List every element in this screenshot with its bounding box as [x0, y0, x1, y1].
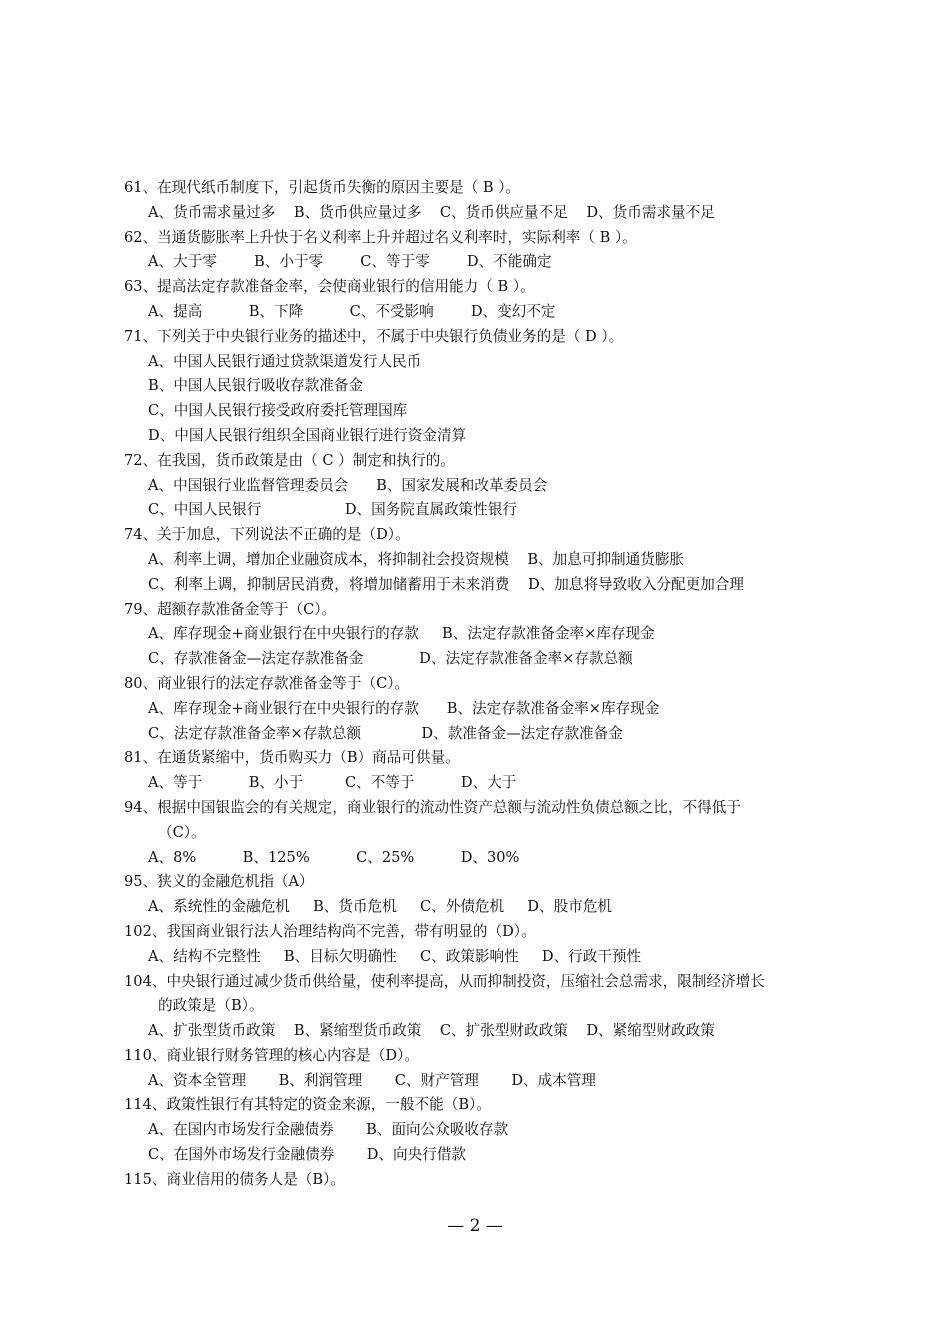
question-line: 110、商业银行财务管理的核心内容是（D）。: [124, 1046, 419, 1064]
answer-options-line: C、法定存款准备金率×存款总额 D、款准备金—法定存款准备金: [148, 724, 623, 742]
answer-options-line: A、系统性的金融危机 B、货币危机 C、外债危机 D、股市危机: [148, 898, 612, 916]
answer-options-line: A、利率上调，增加企业融资成本，将抑制社会投资规模 B、加息可抑制通货膨胀: [148, 550, 685, 568]
question-line: 95、狭义的金融危机指（A）: [124, 873, 314, 891]
question-line: 71、下列关于中央银行业务的描述中，不属于中央银行负债业务的是（ D ）。: [124, 327, 624, 345]
question-continuation-line: （C）。: [158, 823, 206, 841]
answer-options-line: C、中国人民银行 D、国务院直属政策性银行: [148, 501, 518, 519]
question-line: 94、根据中国银监会的有关规定，商业银行的流动性资产总额与流动性负债总额之比，不得低于: [124, 798, 741, 816]
question-line: 80、商业银行的法定存款准备金等于（C）。: [124, 674, 410, 692]
answer-options-line: A、结构不完整性 B、目标欠明确性 C、政策影响性 D、行政干预性: [148, 947, 642, 965]
answer-options-line: C、中国人民银行接受政府委托管理国库: [148, 402, 408, 420]
answer-options-line: A、货币需求量过多 B、货币供应量过多 C、货币供应量不足 D、货币需求量不足: [148, 203, 715, 221]
answer-options-line: A、资本全管理 B、利润管理 C、财产管理 D、成本管理: [148, 1071, 597, 1089]
question-line: 62、当通货膨胀率上升快于名义利率上升并超过名义利率时，实际利率（ B ）。: [124, 228, 637, 246]
answer-options-line: A、中国银行业监督管理委员会 B、国家发展和改革委员会: [148, 476, 548, 494]
answer-options-line: A、大于零 B、小于零 C、等于零 D、不能确定: [148, 253, 552, 271]
answer-options-line: C、在国外市场发行金融债券 D、向央行借款: [148, 1146, 467, 1164]
answer-options-line: A、库存现金+商业银行在中央银行的存款 B、法定存款准备金率×库存现金: [148, 625, 655, 643]
question-line: 102、我国商业银行法人治理结构尚不完善，带有明显的（D）。: [124, 922, 536, 940]
page-number: — 2 —: [447, 1216, 503, 1236]
answer-options-line: A、中国人民银行通过贷款渠道发行人民币: [148, 352, 422, 370]
answer-options-line: C、利率上调，抑制居民消费，将增加储蓄用于未来消费 D、加息将导致收入分配更加合理: [148, 575, 744, 593]
answer-options-line: C、存款准备金—法定存款准备金 D、法定存款准备金率×存款总额: [148, 650, 633, 668]
question-line: 79、超额存款准备金等于（C）。: [124, 600, 337, 618]
question-line: 114、政策性银行有其特定的资金来源，一般不能（B）。: [124, 1096, 491, 1114]
answer-options-line: D、中国人民银行组织全国商业银行进行资金清算: [148, 426, 467, 444]
question-line: 81、在通货紧缩中，货币购买力（B）商品可供量。: [124, 749, 460, 767]
question-continuation-line: 的政策是（B）。: [158, 997, 264, 1015]
answer-options-line: A、在国内市场发行金融债券 B、面向公众吸收存款: [148, 1121, 509, 1139]
question-line: 72、在我国，货币政策是由（ C ）制定和执行的。: [124, 451, 455, 469]
question-line: 63、提高法定存款准备金率，会使商业银行的信用能力（ B ）。: [124, 278, 535, 296]
answer-options-line: A、库存现金+商业银行在中央银行的存款 B、法定存款准备金率×库存现金: [148, 699, 660, 717]
answer-options-line: A、等于 B、小于 C、不等于 D、大于: [148, 774, 517, 792]
question-line: 104、中央银行通过减少货币供给量，使利率提高，从而抑制投资，压缩社会总需求，限制经济增长: [124, 972, 765, 990]
question-line: 61、在现代纸币制度下，引起货币失衡的原因主要是（ B ）。: [124, 179, 521, 196]
question-line: 115、商业信用的债务人是（B）。: [124, 1170, 345, 1188]
question-line: 74、关于加息，下列说法不正确的是（D）。: [124, 526, 410, 544]
answer-options-line: A、8% B、125% C、25% D、30%: [148, 848, 520, 866]
answer-options-line: B、中国人民银行吸收存款准备金: [148, 377, 364, 395]
answer-options-line: A、扩张型货币政策 B、紧缩型货币政策 C、扩张型财政政策 D、紧缩型财政政策: [148, 1022, 715, 1040]
answer-options-line: A、提高 B、下降 C、不受影响 D、变幻不定: [148, 302, 556, 320]
question-list: [124, 176, 834, 1193]
